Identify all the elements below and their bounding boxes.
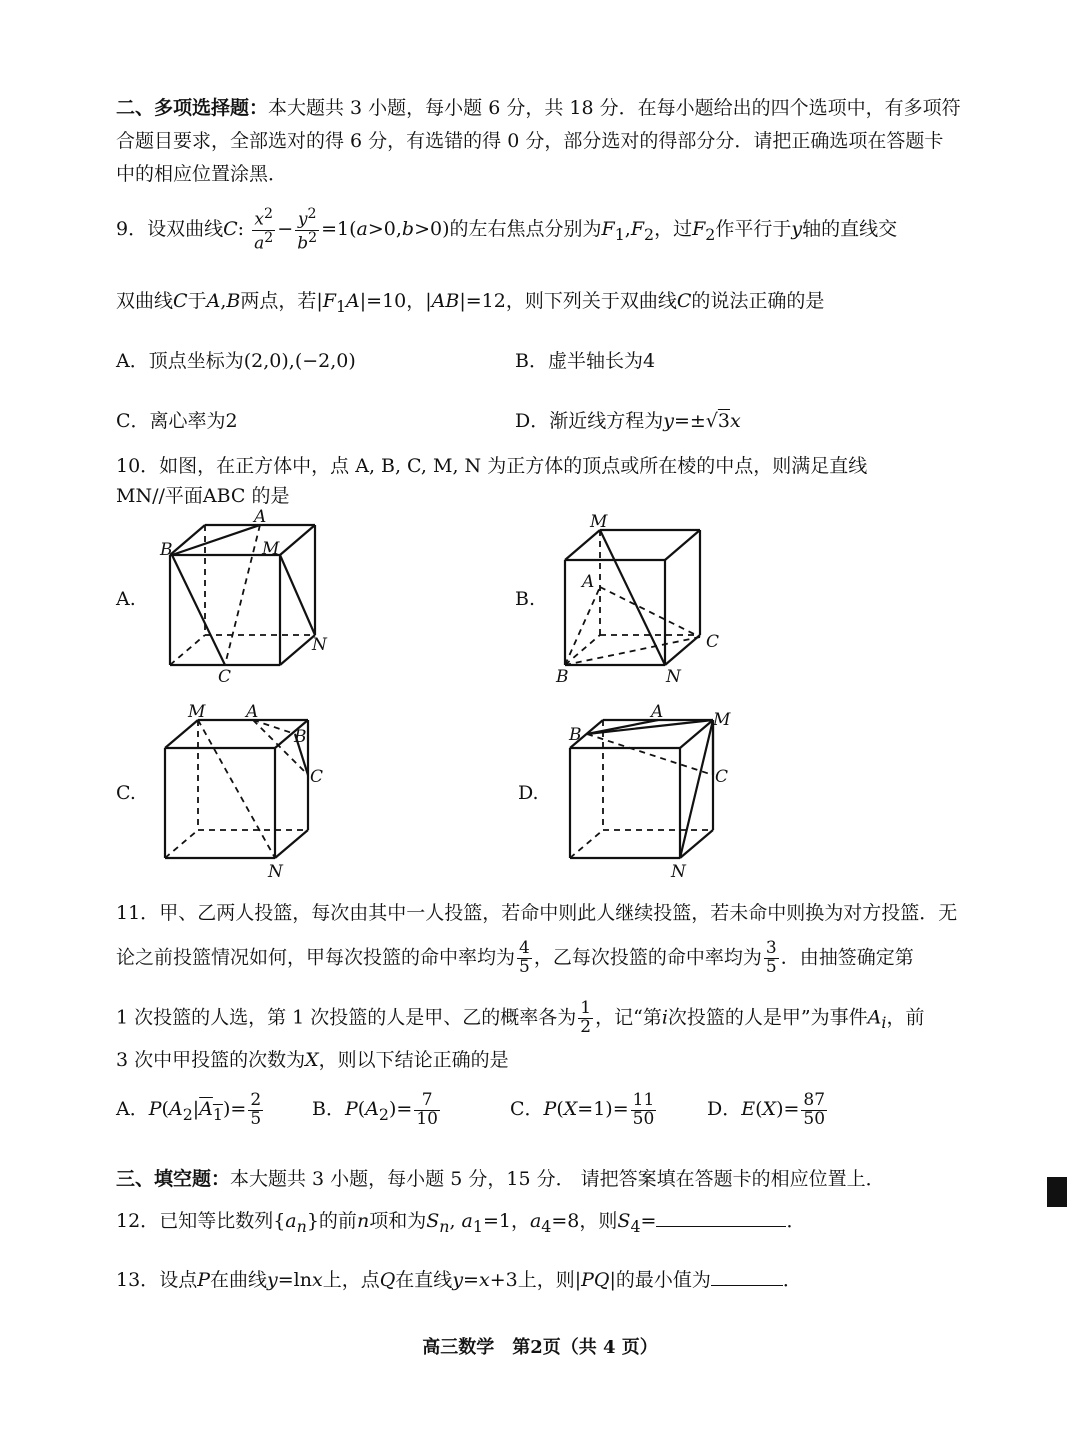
q12-t5: ，则 — [579, 1210, 618, 1232]
q11-frac-half — [578, 1000, 593, 1037]
q9-text3: ，过 — [654, 218, 693, 240]
section3-heading: 三、填空题： — [116, 1168, 231, 1190]
fig-c-label-b: B — [294, 727, 307, 747]
fig-d-label-m: M — [713, 710, 731, 730]
fig-a-label-m: M — [262, 539, 280, 559]
q10-figure-d — [555, 700, 745, 890]
q11-opt-c-label: C． — [510, 1098, 544, 1120]
q11-number: 11． — [116, 902, 160, 924]
fig-c-label-n: N — [268, 862, 283, 882]
frac-d-den: 50 — [803, 1108, 826, 1129]
fig-b-label-c: C — [706, 632, 720, 652]
section3-text — [116, 1164, 885, 1194]
frac-b-den: 10 — [416, 1108, 438, 1129]
q9-opt-a-label: A．顶点坐标为 — [116, 350, 244, 372]
q9-option-b — [515, 346, 655, 376]
q9-opt-b-label: B．虚半轴长为 — [515, 350, 643, 372]
q9-text1: 设双曲线 — [147, 218, 224, 240]
q9-opt-c-value: 2 — [225, 410, 238, 432]
q9-line2: 双曲线C于A,B两点，若$|F_1A|=10$，|AB|=12，则下列关于双曲线C的说法正确的是 — [116, 290, 825, 316]
q9-opt-a-value: (2,0),(−2,0) — [243, 350, 356, 372]
page-footer: 高三数学 第2页（共 4 页） — [422, 1337, 658, 1358]
q11-frac-jia — [517, 940, 532, 977]
q9-line2e: ，则下列关于双曲线 — [505, 290, 677, 312]
q12-end: ． — [786, 1210, 806, 1232]
q12-t1: 已知等比数列 — [159, 1210, 274, 1232]
q11-line2 — [116, 940, 914, 977]
q11-opt-a-label: A． — [116, 1098, 149, 1120]
fig-d-label-n: N — [671, 862, 686, 882]
q12-answer-blank[interactable] — [656, 1208, 786, 1227]
q11-option-c: C．P(X=1)= $\frac{11}{50}$ — [510, 1089, 655, 1129]
section2-heading: 二、多项选择题： — [116, 97, 269, 119]
q10-figure-b — [550, 505, 740, 695]
q11-opt-b-label: B． — [312, 1098, 345, 1120]
q10-label-a: A. — [116, 588, 136, 610]
fig-b-label-n: N — [666, 667, 681, 687]
q12-t2: 的前 — [318, 1210, 357, 1232]
q11-line3a: 1 次投篮的人选，第 1 次投篮的人是甲、乙的概率各为 — [116, 1006, 577, 1029]
q11-frac-yi — [764, 940, 779, 977]
q13-t3: 上，点 — [322, 1269, 380, 1291]
fig-d-label-a: A — [651, 702, 664, 722]
frac-yi-num: 3 — [765, 938, 777, 958]
q11-line4a: 3 次中甲投篮的次数为 — [116, 1049, 306, 1071]
q13-t5: 上，则 — [517, 1269, 575, 1291]
q11-option-b: B．$P(A_2)=$ $\frac{7}{10}$ — [312, 1089, 438, 1129]
fig-d-label-b: B — [569, 725, 582, 745]
q9-option-a — [116, 346, 356, 376]
q11-line1 — [116, 898, 957, 928]
frac-half-den: 2 — [580, 1016, 592, 1037]
section2-intro: 本大题共 3 小题，每小题 6 分，共 18 分．在每小题给出的四个选项中，有多项符合题目要求，全部选对的得 6 分，有选错的得 0 分，部分选对的得部分分．请把正确选项在答题卡中的相应位置涂黑． — [116, 97, 961, 185]
q12-line: 12．已知等比数列$\{a_n\}$的前n项和为$S_n$, $a_1=1$，$a_4=8$，则$S_4=$ ． — [116, 1210, 806, 1236]
q10-line2: MN//平面ABC 的是 — [116, 485, 290, 507]
q12-t3: 项和为 — [369, 1210, 427, 1232]
q9-text5: 轴的直线交 — [802, 218, 898, 240]
frac-half-num: 1 — [580, 998, 592, 1018]
fig-b-label-a: A — [582, 572, 595, 592]
q9-opt-d-label: D．渐近线方程为 — [515, 410, 664, 432]
q11-line4: 3 次中甲投篮的次数为X，则以下结论正确的是 — [116, 1049, 509, 1071]
q10-label-c: C. — [116, 782, 136, 804]
q9-line2a: 双曲线 — [116, 290, 174, 312]
q9-text4: 作平行于 — [715, 218, 792, 240]
q13-t1: 设点 — [159, 1269, 198, 1291]
q11-option-d: D．E(X)= $\frac{87}{50}$ — [707, 1089, 826, 1129]
frac-b-num: 7 — [414, 1092, 440, 1111]
frac-jia-num: 4 — [519, 938, 530, 958]
q10-figure-a — [150, 505, 340, 695]
frac-a-den: 5 — [250, 1108, 262, 1129]
q11-frac-a — [248, 1089, 263, 1129]
q9-option-d: D．渐近线方程为y=±√3x — [515, 410, 741, 432]
q10-figure-c — [150, 700, 340, 890]
q11-option-a: A．$P(A_2|A_1)=$ $\frac{2}{5}$ — [116, 1089, 262, 1129]
q11-frac-c — [631, 1089, 657, 1129]
q11-line2b: ，乙每次投篮的命中率均为 — [533, 946, 762, 969]
q9-frac-x: $\frac{x^2}{a^2}$ — [254, 206, 274, 254]
q9-line1: 9．设双曲线C: $\frac{x^2}{a^2}$ − $\frac{y^2}{b^2}$ =1(a>0,b>0)的左右焦点分别为$F_1,F_2$，过$F_2$作平行于y轴的直线交 — [116, 206, 898, 254]
q11-frac-b — [414, 1089, 440, 1129]
section2-text — [116, 92, 961, 191]
fig-c-label-a: A — [246, 702, 259, 722]
q13-number: 13． — [116, 1269, 160, 1291]
q13-answer-blank[interactable] — [711, 1267, 783, 1286]
q9-line2d: ， — [406, 290, 426, 312]
q13-end: ． — [782, 1269, 802, 1291]
q11-line3c: 次投篮的人是甲”为事件 — [667, 1006, 868, 1029]
scan-mark — [1047, 1177, 1067, 1207]
q10-line1: 10．如图，在正方体中，点 A, B, C, M, N 为正方体的顶点或所在棱的中点，则满足直线 — [116, 455, 868, 477]
q13-t4: 在直线 — [395, 1269, 453, 1291]
frac-d-num: 87 — [803, 1089, 826, 1110]
q9-line2f: 的说法正确的是 — [691, 290, 825, 312]
q9-line2c: 两点，若 — [240, 290, 317, 312]
fig-a-label-b: B — [160, 540, 173, 560]
q9-line2b: 于 — [187, 290, 207, 312]
frac-c-num: 11 — [632, 1089, 655, 1110]
fig-c-label-c: C — [310, 767, 324, 787]
q10-label-b: B. — [515, 588, 536, 610]
q11-line3: 1 次投篮的人选，第 1 次投篮的人是甲、乙的概率各为 $\frac{1}{2}$ ，记“第i次投篮的人是甲”为事件$A_i$，前 — [116, 998, 925, 1037]
fig-b-label-b: B — [556, 667, 569, 687]
q13-t6: 的最小值为 — [615, 1269, 711, 1291]
q13-t2: 在曲线 — [210, 1269, 268, 1291]
q11-line2a: 论之前投篮情况如何，甲每次投篮的命中率均为 — [116, 946, 516, 969]
fig-a-label-c: C — [218, 667, 232, 687]
q11-line3d: ，前 — [886, 1006, 925, 1029]
q9-number: 9． — [116, 218, 148, 240]
q9-option-c — [116, 406, 238, 436]
q9-text2: 的左右焦点分别为 — [449, 218, 602, 240]
fig-a-label-a: A — [254, 507, 267, 527]
frac-c-den: 50 — [632, 1108, 655, 1129]
frac-jia-den: 5 — [519, 956, 530, 977]
q11-line3b: ，记“第 — [595, 1006, 662, 1029]
q13-line: 13．设点P在曲线y=lnx上，点Q在直线y=x+3上，则|PQ|的最小值为 ． — [116, 1269, 802, 1291]
fig-b-label-m: M — [590, 512, 608, 532]
fig-d-label-c: C — [715, 767, 729, 787]
q12-t4: ， — [510, 1210, 530, 1232]
frac-yi-den: 5 — [765, 956, 777, 977]
q11-line2c: ．由抽签确定第 — [780, 946, 914, 969]
frac-a-num: 2 — [250, 1089, 262, 1110]
q11-line1-text: 甲、乙两人投篮，每次由其中一人投篮，若命中则此人继续投篮，若未命中则换为对方投篮．无 — [159, 902, 958, 924]
q11-frac-d — [801, 1089, 827, 1129]
q11-opt-d-label: D． — [707, 1098, 742, 1120]
q9-opt-b-value: 4 — [642, 350, 656, 372]
q11-line4b: ，则以下结论正确的是 — [318, 1049, 509, 1071]
q10-label-d: D. — [518, 782, 539, 804]
q12-number: 12． — [116, 1210, 160, 1232]
fig-a-label-n: N — [312, 635, 327, 655]
q9-frac-y: $\frac{y^2}{b^2}$ — [297, 206, 318, 254]
q9-opt-c-label: C．离心率为 — [116, 410, 226, 432]
section3-intro: 本大题共 3 小题，每小题 5 分，15 分． 请把答案填在答题卡的相应位置上． — [230, 1168, 885, 1190]
fig-c-label-m: M — [188, 702, 206, 722]
